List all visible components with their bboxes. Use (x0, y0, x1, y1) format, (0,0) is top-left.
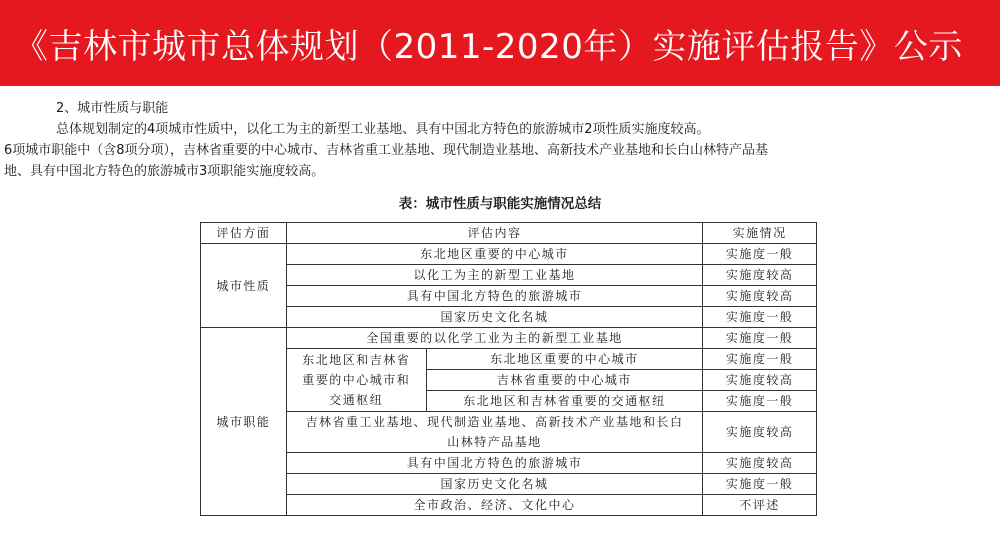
row-status: 实施度一般 (703, 391, 817, 412)
row-content (286, 412, 702, 453)
header-status: 实施情况 (703, 223, 817, 244)
body-text (0, 98, 1000, 182)
row-content: 东北地区和吉林省重要的交通枢纽 (426, 391, 703, 412)
row-content: 全国重要的以化学工业为主的新型工业基地 (286, 328, 702, 349)
section-heading: 2、城市性质与职能 (56, 101, 169, 116)
group-function: 城市职能 (201, 328, 287, 516)
row-content: 以化工为主的新型工业基地 (286, 265, 702, 286)
header-aspect: 评估方面 (201, 223, 287, 244)
row-status: 实施度一般 (703, 328, 817, 349)
row-status: 实施度较高 (703, 265, 817, 286)
row-content: 具有中国北方特色的旅游城市 (286, 453, 702, 474)
page-title: 《吉林市城市总体规划（2011-2020年）实施评估报告》公示 (14, 26, 963, 67)
table-row (201, 244, 817, 265)
summary-table (200, 222, 817, 516)
sub-group-line1: 东北地区和吉林省 (302, 353, 411, 367)
row-content-line2: 山林特产品基地 (447, 435, 542, 449)
paragraph-function-line1: 6项城市职能中（含8项分项），吉林省重要的中心城市、吉林省重工业基地、现代制造业基地、高新技术产业基地和长白山林特产品基 (4, 143, 769, 158)
row-content: 国家历史文化名城 (286, 474, 702, 495)
table-row (201, 453, 817, 474)
table-row (201, 328, 817, 349)
table-caption: 表：城市性质与职能实施情况总结 (398, 196, 602, 212)
row-content: 国家历史文化名城 (286, 307, 702, 328)
row-status: 实施度较高 (703, 370, 817, 391)
row-status: 实施度较高 (703, 286, 817, 307)
row-status: 实施度一般 (703, 307, 817, 328)
header-content: 评估内容 (286, 223, 702, 244)
row-content: 东北地区重要的中心城市 (286, 244, 702, 265)
row-status: 实施度一般 (703, 349, 817, 370)
table-row (201, 286, 817, 307)
table-row (201, 349, 817, 370)
sub-group-line3: 交通枢纽 (329, 393, 384, 407)
row-status: 不评述 (703, 495, 817, 516)
row-status: 实施度较高 (703, 453, 817, 474)
paragraph-nature: 总体规划制定的4项城市性质中，以化工为主的新型工业基地、具有中国北方特色的旅游城市2项性质实施度较高。 (56, 122, 710, 137)
title-banner (0, 0, 1000, 86)
table-row (201, 474, 817, 495)
sub-group-label (286, 349, 426, 412)
table-header-row (201, 223, 817, 244)
table-row (201, 412, 817, 453)
row-content-line1: 吉林省重工业基地、现代制造业基地、高新技术产业基地和长白 (305, 415, 684, 429)
group-nature: 城市性质 (201, 244, 287, 328)
table-row (201, 495, 817, 516)
paragraph-function-line2: 地、具有中国北方特色的旅游城市3项职能实施度较高。 (4, 164, 325, 179)
table-row (201, 265, 817, 286)
sub-group-line2: 重要的中心城市和 (302, 373, 411, 387)
row-content: 全市政治、经济、文化中心 (286, 495, 702, 516)
row-content: 吉林省重要的中心城市 (426, 370, 703, 391)
table-row (201, 307, 817, 328)
row-status: 实施度一般 (703, 474, 817, 495)
row-content: 东北地区重要的中心城市 (426, 349, 703, 370)
row-content: 具有中国北方特色的旅游城市 (286, 286, 702, 307)
row-status: 实施度较高 (703, 412, 817, 453)
row-status: 实施度一般 (703, 244, 817, 265)
